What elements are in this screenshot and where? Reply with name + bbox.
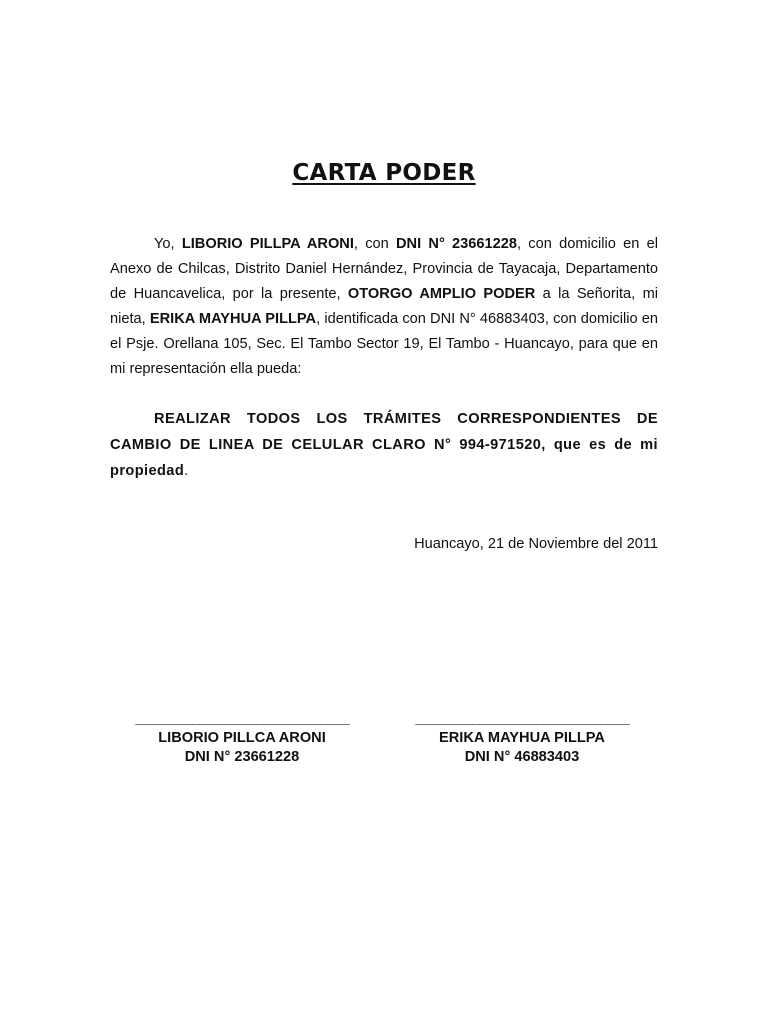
document-title: CARTA PODER: [292, 160, 476, 186]
body-text-1: Yo,: [154, 236, 182, 252]
body-text-5: , identificada con DNI N° 46883403, con domicilio en el Psje. Orellana 105, Sec. El Tambo Sector 19, El Tambo - Huancayo, para que en mi representación ella pueda:: [110, 311, 658, 377]
grantor-name: LIBORIO PILLPA ARONI: [181, 236, 354, 252]
action-paragraph: [110, 406, 658, 484]
action-text: REALIZAR TODOS LOS TRÁMITES CORRESPONDIENTES DE CAMBIO DE LINEA DE CELULAR CLARO N° 994-971520, que es de mi propiedad: [110, 411, 658, 479]
signature-name: ERIKA MAYHUA PILLPA: [439, 730, 605, 746]
signature-dni: DNI N° 46883403: [464, 749, 580, 765]
grantee-name: ERIKA MAYHUA PILLPA: [149, 311, 317, 327]
date-line: Huancayo, 21 de Noviembre del 2011: [414, 536, 658, 552]
body-text-4: a la Señorita, mi nieta,: [110, 286, 658, 327]
action-period: .: [184, 463, 189, 479]
body-paragraph: [110, 232, 658, 382]
body-text-3: , con domicilio en el Anexo de Chilcas, Distrito Daniel Hernández, Provincia de Tayacaja, Departamento de Huancavelica, por la presente,: [110, 236, 658, 302]
signature-name: LIBORIO PILLCA ARONI: [158, 730, 326, 746]
grantor-dni: DNI N° 23661228: [396, 236, 517, 252]
signature-line: ______________________________: [135, 711, 349, 727]
signature-dni: DNI N° 23661228: [184, 749, 300, 765]
signature-block-grantor: [127, 710, 357, 767]
body-text-2: , con: [353, 236, 397, 252]
signature-block-grantee: [407, 710, 637, 767]
grant-statement: OTORGO AMPLIO PODER: [347, 286, 536, 302]
signature-line: ______________________________: [415, 711, 629, 727]
